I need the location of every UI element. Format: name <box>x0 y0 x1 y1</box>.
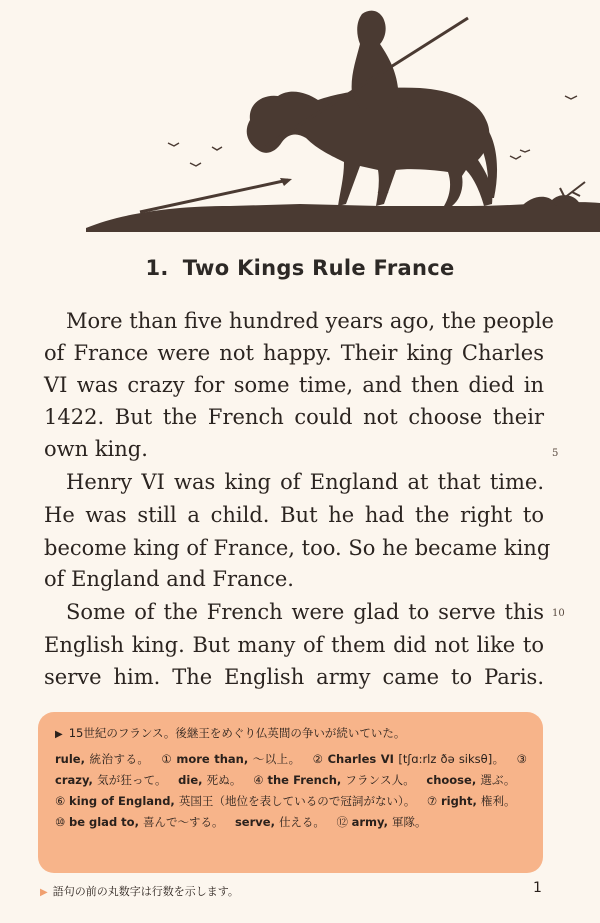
text-line: serve him. The English army came to Paris. <box>44 665 544 689</box>
gloss-entry <box>235 815 325 829</box>
gloss-line-number: ⑩ <box>55 815 69 829</box>
gloss-meaning: フランス人。 <box>345 773 415 787</box>
gloss-meaning: 気が狂って。 <box>97 773 167 787</box>
gloss-meaning: 英国王（地位を表しているので冠詞がない）。 <box>178 794 416 808</box>
gloss-term: choose, <box>426 773 481 787</box>
line-number-5: 5 <box>552 448 559 459</box>
gloss-line-number: ⑥ <box>55 794 70 808</box>
gloss-line-number: ① <box>160 752 177 766</box>
gloss-meaning: 権利。 <box>480 794 516 808</box>
chapter-title-text: Two Kings Rule France <box>182 256 455 280</box>
rider-silhouette <box>352 11 405 111</box>
gloss-meaning: 統治する。 <box>89 752 150 766</box>
gloss-entry <box>178 773 241 787</box>
gloss-entry <box>253 773 415 787</box>
gloss-list <box>55 749 527 833</box>
gloss-meaning: 選ぶ。 <box>480 773 516 787</box>
text-line: More than five hundred years ago, the people <box>66 309 554 333</box>
text-line: English king. But many of them did not like to <box>44 633 544 657</box>
bird <box>510 156 521 159</box>
text-line: Some of the French were glad to serve this <box>66 600 544 624</box>
notes-summary <box>55 723 527 745</box>
page-number: 1 <box>533 880 542 896</box>
gloss-entry <box>426 773 515 787</box>
bird <box>565 96 577 99</box>
gloss-term: die, <box>178 773 207 787</box>
text-line: 1422. But the French could not choose their <box>44 405 544 429</box>
summary-text: 15世紀のフランス。後継王をめぐり仏英間の争いが続いていた。 <box>68 726 406 740</box>
gloss-term: right, <box>440 794 481 808</box>
chapter-number: 1. <box>145 256 169 280</box>
gloss-term: rule, <box>55 752 90 766</box>
text-line: of France were not happy. Their king Charles <box>44 341 544 365</box>
line-number-10: 10 <box>552 608 565 619</box>
text-line: become king of France, too. So he became king <box>44 536 551 560</box>
gloss-term: king of England, <box>69 794 179 808</box>
footer-note-text: 語句の前の丸数字は行数を示します。 <box>52 885 239 898</box>
gloss-term: army, <box>351 815 392 829</box>
bird <box>168 143 179 146</box>
chapter-title <box>0 256 600 280</box>
text-line: He was still a child. But he had the right to <box>44 503 544 527</box>
bird <box>212 147 222 150</box>
bird <box>190 163 201 166</box>
gloss-entry <box>427 794 516 808</box>
text-line: of England and France. <box>44 567 294 591</box>
gloss-entry <box>55 794 415 808</box>
gloss-term: crazy, <box>55 773 98 787</box>
gloss-meaning: 軍隊。 <box>391 815 427 829</box>
text-line: own king. <box>44 437 148 461</box>
gloss-line-number: ② <box>312 752 328 766</box>
gloss-meaning: 死ぬ。 <box>206 773 242 787</box>
horseman-silhouette-illustration <box>0 0 600 240</box>
footer-note <box>40 883 239 899</box>
gloss-line-number: ③ <box>516 752 527 766</box>
gloss-term: be glad to, <box>68 815 143 829</box>
gloss-term: Charles VI <box>327 752 399 766</box>
text-line: VI was crazy for some time, and then died in <box>44 373 544 397</box>
gloss-line-number: ⑦ <box>426 794 441 808</box>
gloss-meaning: [tʃɑ:rlz ðə siksθ]。 <box>398 752 505 766</box>
gloss-meaning: 仕える。 <box>278 815 325 829</box>
footer-triangle-icon: ▶ <box>40 887 48 898</box>
vocabulary-notes-box <box>38 712 543 873</box>
gloss-line-number: ④ <box>253 773 268 787</box>
gloss-entry <box>161 752 301 766</box>
gloss-term: the French, <box>267 773 346 787</box>
gloss-term: more than, <box>176 752 253 766</box>
bird <box>520 150 530 152</box>
gloss-line-number: ⑫ <box>336 815 352 829</box>
gloss-entry <box>55 752 149 766</box>
gloss-meaning: 〜以上。 <box>252 752 301 766</box>
summary-triangle-icon: ▶ <box>55 729 63 740</box>
gloss-term: serve, <box>234 815 279 829</box>
gloss-meaning: 喜んで〜する。 <box>142 815 224 829</box>
gloss-entry <box>336 815 426 829</box>
text-line: Henry VI was king of England at that time. <box>66 470 544 494</box>
gloss-entry <box>55 815 223 829</box>
gloss-entry <box>312 752 505 766</box>
